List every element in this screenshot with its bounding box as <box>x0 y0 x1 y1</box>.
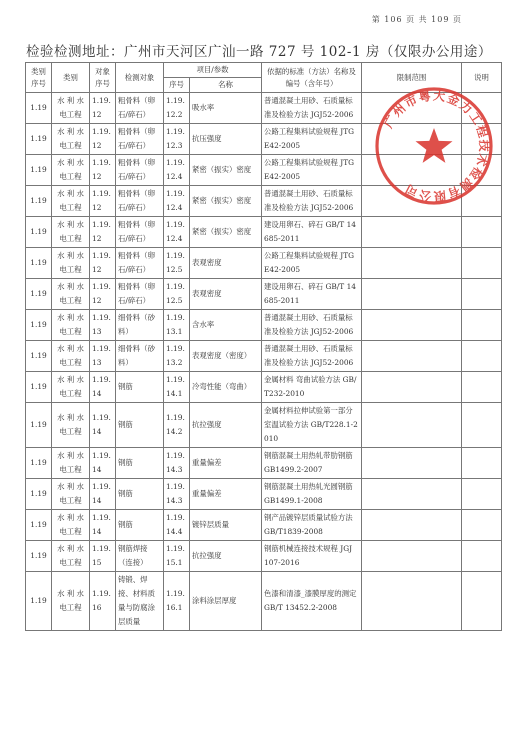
category-cell: 水 利 水 电工程 <box>52 248 90 279</box>
object-cell: 粗骨料（卵石/碎石） <box>116 186 164 217</box>
category-cell: 水 利 水 电工程 <box>52 541 90 572</box>
item-no-cell: 1.19.12.4 <box>164 217 190 248</box>
standard-cell: 金属材料 弯曲试验方法 GB/T232-2010 <box>262 372 362 403</box>
object-no-cell: 1.19.12 <box>90 155 116 186</box>
category-no-cell: 1.19 <box>26 248 52 279</box>
note-cell <box>462 372 502 403</box>
item-name-cell: 冷弯性能（弯曲） <box>190 372 262 403</box>
object-cell: 粗骨料（卵石/碎石） <box>116 248 164 279</box>
object-no-cell: 1.19.14 <box>90 372 116 403</box>
object-no-cell: 1.19.14 <box>90 448 116 479</box>
category-no-cell: 1.19 <box>26 155 52 186</box>
table-row <box>26 279 502 310</box>
item-no-cell: 1.19.14.3 <box>164 448 190 479</box>
item-no-cell: 1.19.12.2 <box>164 93 190 124</box>
scope-table <box>25 62 502 631</box>
object-cell: 钢筋 <box>116 403 164 448</box>
category-no-cell: 1.19 <box>26 93 52 124</box>
limit-cell <box>362 186 462 217</box>
note-cell <box>462 572 502 631</box>
limit-cell <box>362 310 462 341</box>
test-address: 检验检测地址：广州市天河区广汕一路 727 号 102-1 房（仅限办公用途） <box>26 44 492 60</box>
item-name-cell: 抗压强度 <box>190 124 262 155</box>
item-no-cell: 1.19.12.4 <box>164 186 190 217</box>
standard-cell: 色漆和清漆_漆膜厚度的测定 GB/T 13452.2-2008 <box>262 572 362 631</box>
category-cell: 水 利 水 电工程 <box>52 217 90 248</box>
category-cell: 水 利 水 电工程 <box>52 310 90 341</box>
item-name-cell: 抗拉强度 <box>190 403 262 448</box>
category-cell: 水 利 水 电工程 <box>52 372 90 403</box>
object-no-cell: 1.19.16 <box>90 572 116 631</box>
object-cell: 粗骨料（卵石/碎石） <box>116 155 164 186</box>
item-name-cell: 含水率 <box>190 310 262 341</box>
note-cell <box>462 186 502 217</box>
header-standard: 依据的标准（方法）名称及编号（含年号） <box>262 63 362 93</box>
category-cell: 水 利 水 电工程 <box>52 510 90 541</box>
header-row-1 <box>26 63 502 78</box>
object-cell: 粗骨料（卵石/碎石） <box>116 217 164 248</box>
item-no-cell: 1.19.13.2 <box>164 341 190 372</box>
object-cell: 钢筋焊接（连接） <box>116 541 164 572</box>
category-cell: 水 利 水 电工程 <box>52 93 90 124</box>
item-no-cell: 1.19.15.1 <box>164 541 190 572</box>
object-no-cell: 1.19.14 <box>90 510 116 541</box>
object-cell: 钢筋 <box>116 372 164 403</box>
object-no-cell: 1.19.12 <box>90 279 116 310</box>
limit-cell <box>362 541 462 572</box>
note-cell <box>462 155 502 186</box>
item-name-cell: 重量偏差 <box>190 479 262 510</box>
table-body <box>26 93 502 631</box>
standard-cell: 钢筋混凝土用热轧带肋钢筋 GB1499.2-2007 <box>262 448 362 479</box>
object-no-cell: 1.19.12 <box>90 248 116 279</box>
standard-cell: 金属材料拉伸试验第一部分室温试验方法 GB/T228.1-2010 <box>262 403 362 448</box>
category-cell: 水 利 水 电工程 <box>52 155 90 186</box>
object-cell: 粗骨料（卵石/碎石） <box>116 93 164 124</box>
item-no-cell: 1.19.12.5 <box>164 279 190 310</box>
standard-cell: 公路工程集料试验规程 JTG E42-2005 <box>262 248 362 279</box>
header-limit: 限制范围 <box>362 63 462 93</box>
standard-cell: 建设用卵石、碎石 GB/T 14685-2011 <box>262 217 362 248</box>
note-cell <box>462 341 502 372</box>
limit-cell <box>362 155 462 186</box>
item-name-cell: 涂料涂层厚度 <box>190 572 262 631</box>
table-row <box>26 510 502 541</box>
category-no-cell: 1.19 <box>26 572 52 631</box>
limit-cell <box>362 572 462 631</box>
category-no-cell: 1.19 <box>26 479 52 510</box>
table-row <box>26 541 502 572</box>
item-no-cell: 1.19.12.4 <box>164 155 190 186</box>
object-cell: 铸锻、焊接、材料质量与防腐涂层质量 <box>116 572 164 631</box>
note-cell <box>462 124 502 155</box>
category-cell: 水 利 水 电工程 <box>52 572 90 631</box>
category-no-cell: 1.19 <box>26 124 52 155</box>
object-cell: 钢筋 <box>116 448 164 479</box>
item-name-cell: 重量偏差 <box>190 448 262 479</box>
table-row <box>26 448 502 479</box>
standard-cell: 公路工程集料试验规程 JTG E42-2005 <box>262 155 362 186</box>
note-cell <box>462 541 502 572</box>
object-no-cell: 1.19.12 <box>90 93 116 124</box>
svg-text:广州市粤大金力工程技术检测有限公司: 广州市粤大金力工程技术检测有限公司 <box>381 88 492 204</box>
limit-cell <box>362 403 462 448</box>
limit-cell <box>362 448 462 479</box>
item-name-cell: 紧密（振实）密度 <box>190 155 262 186</box>
item-no-cell: 1.19.16.1 <box>164 572 190 631</box>
item-no-cell: 1.19.14.1 <box>164 372 190 403</box>
category-no-cell: 1.19 <box>26 310 52 341</box>
item-no-cell: 1.19.12.5 <box>164 248 190 279</box>
header-object: 检测对象 <box>116 63 164 93</box>
category-no-cell: 1.19 <box>26 403 52 448</box>
note-cell <box>462 279 502 310</box>
table-row <box>26 248 502 279</box>
object-no-cell: 1.19.14 <box>90 403 116 448</box>
object-cell: 细骨料（砂料） <box>116 341 164 372</box>
table-row <box>26 217 502 248</box>
item-name-cell: 抗拉强度 <box>190 541 262 572</box>
object-cell: 钢筋 <box>116 510 164 541</box>
note-cell <box>462 403 502 448</box>
standard-cell: 普通混凝土用砂、石质量标准及检验方法 JGJ52-2006 <box>262 341 362 372</box>
note-cell <box>462 217 502 248</box>
item-no-cell: 1.19.14.4 <box>164 510 190 541</box>
standard-cell: 钢产品镀锌层质量试验方法 GB/T1839-2008 <box>262 510 362 541</box>
note-cell <box>462 448 502 479</box>
category-cell: 水 利 水 电工程 <box>52 186 90 217</box>
item-no-cell: 1.19.13.1 <box>164 310 190 341</box>
standard-cell: 普通混凝土用砂、石质量标准及检验方法 JGJ52-2006 <box>262 93 362 124</box>
table-row <box>26 93 502 124</box>
limit-cell <box>362 93 462 124</box>
category-cell: 水 利 水 电工程 <box>52 448 90 479</box>
object-no-cell: 1.19.12 <box>90 217 116 248</box>
limit-cell <box>362 124 462 155</box>
item-no-cell: 1.19.14.3 <box>164 479 190 510</box>
category-no-cell: 1.19 <box>26 279 52 310</box>
object-cell: 粗骨料（卵石/碎石） <box>116 279 164 310</box>
category-no-cell: 1.19 <box>26 186 52 217</box>
standard-cell: 普通混凝土用砂、石质量标准及检验方法 JGJ52-2006 <box>262 186 362 217</box>
category-no-cell: 1.19 <box>26 341 52 372</box>
header-category: 类别 <box>52 63 90 93</box>
object-no-cell: 1.19.15 <box>90 541 116 572</box>
category-no-cell: 1.19 <box>26 448 52 479</box>
item-no-cell: 1.19.14.2 <box>164 403 190 448</box>
table-row <box>26 310 502 341</box>
category-no-cell: 1.19 <box>26 541 52 572</box>
limit-cell <box>362 341 462 372</box>
header-item-param: 项目/参数 <box>164 63 262 78</box>
item-no-cell: 1.19.12.3 <box>164 124 190 155</box>
note-cell <box>462 310 502 341</box>
category-no-cell: 1.19 <box>26 372 52 403</box>
object-no-cell: 1.19.12 <box>90 186 116 217</box>
item-name-cell: 紧密（振实）密度 <box>190 186 262 217</box>
limit-cell <box>362 248 462 279</box>
category-cell: 水 利 水 电工程 <box>52 403 90 448</box>
limit-cell <box>362 372 462 403</box>
standard-cell: 普通混凝土用砂、石质量标准及检验方法 JGJ52-2006 <box>262 310 362 341</box>
header-note: 说明 <box>462 63 502 93</box>
standard-cell: 钢筋机械连接技术规程 JGJ 107-2016 <box>262 541 362 572</box>
table-row <box>26 124 502 155</box>
limit-cell <box>362 510 462 541</box>
standard-cell: 钢筋混凝土用热轧光圆钢筋 GB1499.1-2008 <box>262 479 362 510</box>
table-row <box>26 403 502 448</box>
table-row <box>26 186 502 217</box>
category-cell: 水 利 水 电工程 <box>52 341 90 372</box>
object-no-cell: 1.19.13 <box>90 341 116 372</box>
header-object-no: 对象序号 <box>90 63 116 93</box>
item-name-cell: 紧密（振实）密度 <box>190 217 262 248</box>
header-category-no: 类别序号 <box>26 63 52 93</box>
limit-cell <box>362 479 462 510</box>
limit-cell <box>362 279 462 310</box>
object-no-cell: 1.19.13 <box>90 310 116 341</box>
limit-cell <box>362 217 462 248</box>
object-no-cell: 1.19.12 <box>90 124 116 155</box>
object-cell: 钢筋 <box>116 479 164 510</box>
table-row <box>26 572 502 631</box>
table-row <box>26 155 502 186</box>
note-cell <box>462 479 502 510</box>
item-name-cell: 表观密度 <box>190 248 262 279</box>
table-row <box>26 479 502 510</box>
note-cell <box>462 93 502 124</box>
object-cell: 细骨料（砂料） <box>116 310 164 341</box>
item-name-cell: 吸水率 <box>190 93 262 124</box>
table-row <box>26 372 502 403</box>
table-row <box>26 341 502 372</box>
object-no-cell: 1.19.14 <box>90 479 116 510</box>
category-cell: 水 利 水 电工程 <box>52 279 90 310</box>
header-seq: 序号 <box>164 78 190 93</box>
standard-cell: 公路工程集料试验规程 JTG E42-2005 <box>262 124 362 155</box>
standard-cell: 建设用卵石、碎石 GB/T 14685-2011 <box>262 279 362 310</box>
note-cell <box>462 248 502 279</box>
category-cell: 水 利 水 电工程 <box>52 479 90 510</box>
header-name: 名称 <box>190 78 262 93</box>
note-cell <box>462 510 502 541</box>
item-name-cell: 镀锌层质量 <box>190 510 262 541</box>
category-no-cell: 1.19 <box>26 510 52 541</box>
object-cell: 粗骨料（卵石/碎石） <box>116 124 164 155</box>
item-name-cell: 表观密度 <box>190 279 262 310</box>
category-cell: 水 利 水 电工程 <box>52 124 90 155</box>
page-number: 第 106 页 共 109 页 <box>371 15 462 24</box>
item-name-cell: 表观密度（密度） <box>190 341 262 372</box>
category-no-cell: 1.19 <box>26 217 52 248</box>
